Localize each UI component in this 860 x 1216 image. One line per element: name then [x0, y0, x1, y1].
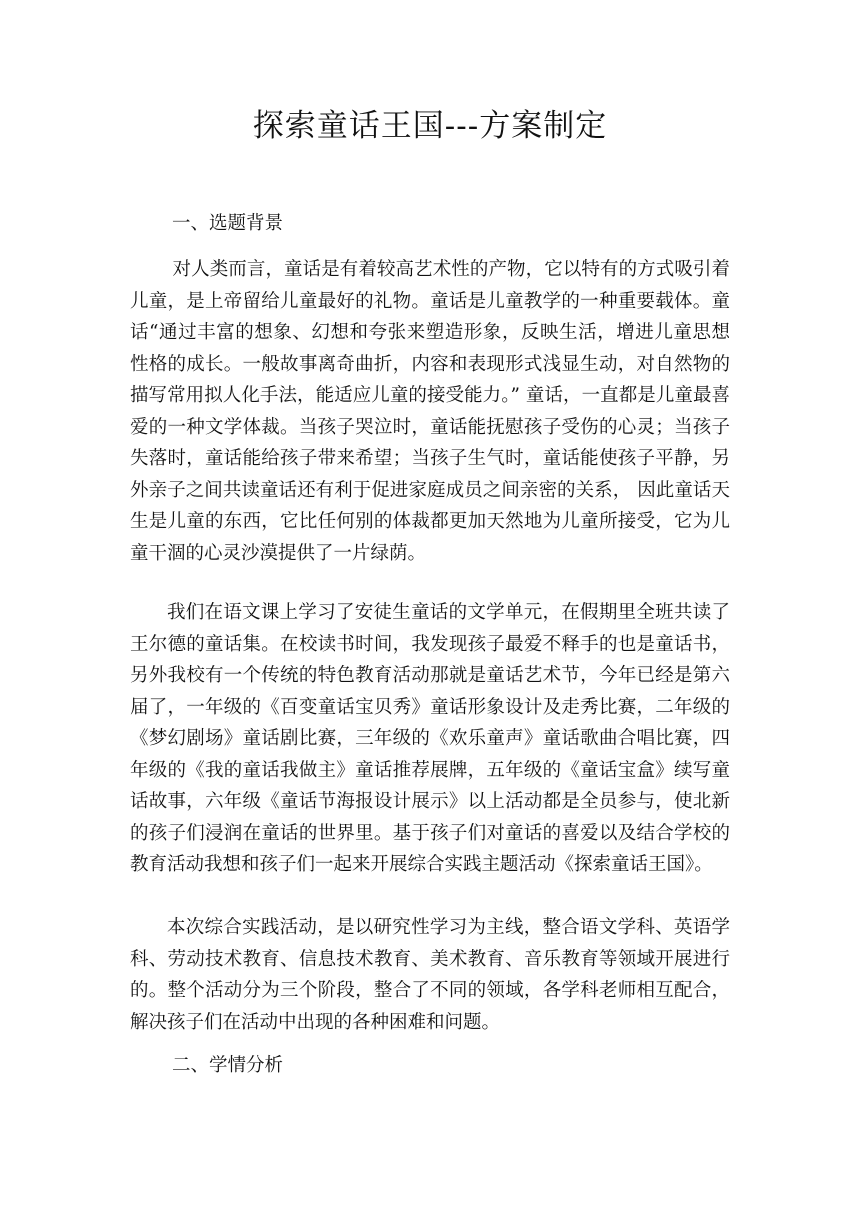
section-heading-student-analysis: 二、学情分析: [172, 1055, 284, 1076]
paragraph-school-activities: 我们在语文课上学习了安徒生童话的文学单元，在假期里全班共读了王尔德的童话集。在校读书时间，我发现孩子最爱不释手的也是童话书，另外我校有一个传统的特色教育活动那就是童话艺术节，今年已经是第六届了，一年级的《百变童话宝贝秀》童话形象设计及走秀比赛，二年级的《梦幻剧场》童话剧比赛，三年级的《欢乐童声》童话歌曲合唱比赛，四年级的《我的童话我做主》童话推荐展牌，五年级的《童话宝盒》续写童话故事，六年级《童话节海报设计展示》以上活动都是全员参与，使北新的孩子们浸润在童话的世界里。基于孩子们对童话的喜爱以及结合学校的教育活动我想和孩子们一起来开展综合实践主题活动《探索童话王国》。: [130, 602, 730, 875]
paragraph-fairy-tale-value: 对人类而言，童话是有着较高艺术性的产物，它以特有的方式吸引着儿童，是上帝留给儿童最好的礼物。童话是儿童教学的一种重要载体。童话“通过丰富的想象、幻想和夸张来塑造形象，反映生活，增进儿童思想性格的成长。一般故事离奇曲折，内容和表现形式浅显生动，对自然物的描写常用拟人化手法，能适应儿童的接受能力。” 童话，一直都是儿童最喜爱的一种文学体裁。当孩子哭泣时，童话能抚慰孩子受伤的心灵；当孩子失落时，童话能给孩子带来希望；当孩子生气时，童话能使孩子平静，另外亲子之间共读童话还有利于促进家庭成员之间亲密的关系， 因此童话天生是儿童的东西，它比任何别的体裁都更加天然地为儿童所接受，它为儿童干涸的心灵沙漠提供了一片绿荫。: [130, 259, 730, 564]
section-heading-background: 一、选题背景: [172, 213, 284, 234]
document-title: 探索童话王国---方案制定: [252, 108, 608, 144]
paragraph-activity-overview: 本次综合实践活动，是以研究性学习为主线，整合语文学科、英语学科、劳动技术教育、信息技术教育、美术教育、音乐教育等领域开展进行的。整个活动分为三个阶段，整合了不同的领域，各学科老师相互配合，解决孩子们在活动中出现的各种困难和问题。: [130, 917, 730, 1033]
